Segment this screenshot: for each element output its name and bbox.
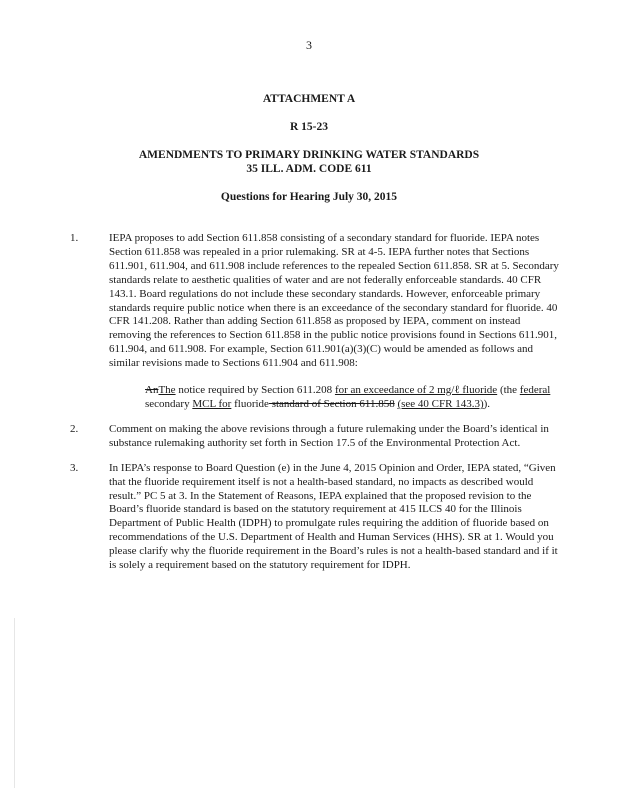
question-number: 1. — [70, 232, 79, 244]
existing-text: fluoride — [231, 397, 269, 410]
deleted-text: standard of Section 611.858 — [268, 397, 395, 410]
question-number: 3. — [70, 461, 79, 474]
question-item-1 — [70, 232, 560, 412]
existing-text: ). — [483, 397, 491, 410]
hearing-subtitle: Questions for Hearing July 30, 2015 — [220, 191, 398, 203]
existing-text: secondary — [145, 397, 193, 410]
deleted-text: An — [145, 384, 159, 397]
question-item-3 — [70, 462, 560, 573]
page-number: 3 — [306, 38, 312, 52]
document-title-line-1: AMENDMENTS TO PRIMARY DRINKING WATER STANDARDS — [138, 149, 480, 161]
inserted-text: (see 40 CFR 143.3) — [397, 397, 484, 410]
proposed-amendment-text — [145, 384, 560, 412]
question-list — [70, 232, 560, 584]
existing-text: notice required by Section 611.208 — [175, 384, 335, 397]
question-text: In IEPA’s response to Board Question (e) in the June 4, 2015 Opinion and Order, IEPA stated, “Given that the fluoride requirement itself is not a health-based standard, no impacts as described would result.” PC 5 at 3. In the Statement of Reasons, IEPA explained that the proposed revision to the Board’s fluoride standard is based on the statutory requirement at 415 ILCS 40 for the Illinois Department of Public Health (IDPH) to promulgate rules requiring the addition of fluoride based on recommendations of the U.S. Department of Health and Human Services (HHS). SR at 1. Would you please clarify why the fluoride requirement in the Board’s rules is not a health-based standard and if it is solely a requirement based on the statutory requirement for IDPH. — [109, 461, 558, 572]
document-title-line-2: 35 ILL. ADM. CODE 611 — [246, 163, 372, 175]
existing-text: (the — [497, 384, 520, 397]
scan-edge-mark — [0, 618, 15, 788]
docket-number: R 15-23 — [289, 121, 328, 133]
question-text: IEPA proposes to add Section 611.858 consisting of a secondary standard for fluoride. IEPA notes Section 611.858 was repealed in a prior rulemaking. SR at 4-5. IEPA further notes that Sections 611.901, 611.904, and 611.908 include references to the repealed Section 611.858. SR at 5. Secondary standards relate to aesthetic qualities of water and are not federally enforceable standards. 40 CFR 143.1. Board regulations do not include these secondary standards. However, enforceable primary standards require public notice when there is an exceedance of the secondary standard for fluoride. 40 CFR 141.208. Rather than adding Section 611.858 as proposed by IEPA, comment on instead removing the references to Section 611.858 in the public notice provisions found in Sections 611.901, 611.904, and 611.908. For example, Section 611.901(a)(3)(C) would be amended as follows and similar revisions made to Sections 611.904 and 611.908: — [109, 232, 559, 370]
inserted-text: federal — [519, 384, 551, 397]
question-number: 2. — [70, 422, 79, 435]
question-text: Comment on making the above revisions through a future rulemaking under the Board’s identical in substance rulemaking authority set forth in Section 17.5 of the Environmental Protection Act. — [109, 422, 549, 449]
inserted-text: for an exceedance of 2 mg/ℓ fluoride — [334, 384, 498, 397]
question-item-2 — [70, 423, 560, 451]
attachment-heading: ATTACHMENT A — [262, 93, 356, 105]
inserted-text: MCL for — [192, 397, 232, 410]
inserted-text: The — [158, 384, 176, 397]
